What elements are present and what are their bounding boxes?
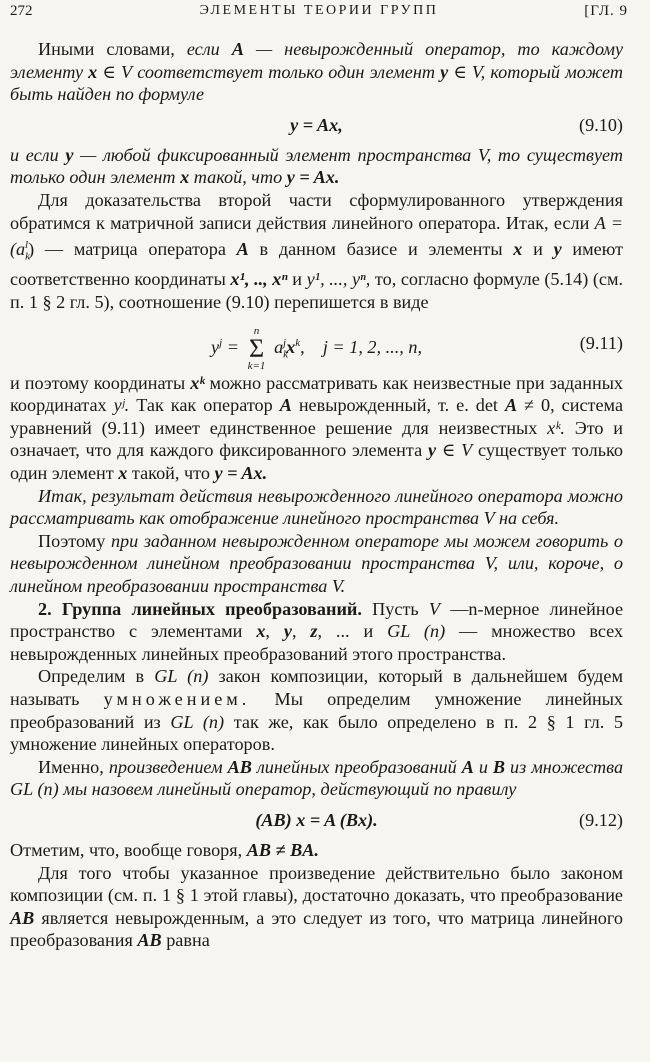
equation-9-11-number: (9.11) bbox=[579, 332, 623, 353]
equation-9-11 bbox=[10, 314, 623, 372]
page-number: 272 bbox=[10, 3, 33, 19]
paragraph-4: и поэтому координаты xᵏ можно рассматривать как неизвестные при заданных координатах yʲ. Так как оператор A невырожденный, т. е. det A ≠ 0, система уравнений (9.11) имеет единственное решение для неизвестных xᵏ. Это и означает, что для каждого фиксированного элемента y ∈ V существует только один элемент x такой, что y = Ax. bbox=[10, 372, 624, 484]
equation-9-12-expression: (AB) x = A (Bx). bbox=[255, 809, 378, 830]
paragraph-8: Определим в GL (n) закон композиции, который в дальнейшем будем называть умножением. Мы определим умножение линейных преобразований из GL (n) так же, как было определено в п. 2 § 1 гл. 5 умножение линейных операторов. bbox=[10, 666, 624, 755]
running-header bbox=[10, 3, 628, 25]
chapter-marker: [ГЛ. 9 bbox=[584, 3, 628, 19]
paragraph-9: Именно, произведением AB линейных преобразований A и B из множества GL (n) мы назовем линейный оператор, действующий по правилу bbox=[10, 756, 624, 800]
equation-9-10 bbox=[10, 106, 623, 144]
paragraph-3: Для доказательства второй части сформулированного утверждения обратимся к матричной записи действия линейного оператора. Итак, если $A = (a_k^l)$ — матрица оператора A в данном базисе и элементы x и y имеют соответственно координаты x¹, .., xⁿ и y¹, ..., yⁿ, то, согласно формуле (5.14) (см. п. 1 § 2 гл. 5), соотношение (9.10) перепишется в виде bbox=[10, 189, 624, 313]
equation-9-11-range: j = 1, 2, ..., n, bbox=[322, 336, 422, 357]
section-2-heading: 2. Группа линейных преобразований. bbox=[38, 598, 362, 619]
equation-9-12 bbox=[10, 801, 623, 839]
equation-9-12-number: (9.12) bbox=[579, 809, 623, 830]
paragraph-2: и если y — любой фиксированный элемент пространства V, то существует только один элемент x такой, что y = Ax. bbox=[10, 144, 623, 188]
equation-9-10-expression: y = Ax, bbox=[290, 114, 343, 135]
running-title: ЭЛЕМЕНТЫ ТЕОРИИ ГРУПП bbox=[199, 3, 439, 18]
paragraph-5: Итак, результат действия невырожденного линейного оператора можно рассматривать как отображение линейного пространства V на себя. bbox=[10, 485, 623, 529]
paragraph-10: Отметим, что, вообще говоря, AB ≠ BA. bbox=[10, 839, 319, 860]
summation-sign: n Σ k=1 bbox=[247, 324, 266, 372]
paragraph-1: Иными словами, если A — невырожденный оператор, то каждому элементу x ∈ V соответствует только один элемент y ∈ V, который может быть найден по формуле bbox=[10, 39, 624, 105]
equation-9-11-expression: $y^j$ = n Σ k=1 $a_k^jx^k$, j = 1, 2, ..., n, bbox=[211, 324, 422, 372]
page-body bbox=[10, 38, 623, 952]
paragraph-11: Для того чтобы указанное произведение действительно было законом композиции (см. п. 1 § 1 этой главы), достаточно доказать, что преобразование AB является невырожденным, а это следует из того, что матрица линейного преобразования AB равна bbox=[10, 862, 623, 951]
equation-9-10-number: (9.10) bbox=[579, 114, 623, 135]
paragraph-6: Поэтому при заданном невырожденном операторе мы можем говорить о невырожденном линейном преобразовании пространства V, или, короче, о линейном преобразовании пространства V. bbox=[10, 530, 624, 596]
section-2-paragraph: 2. Группа линейных преобразований. Пусть V —n-мерное линейное пространство с элементами x, y, z, ... и GL (n) — множество всех невырожденных линейных преобразований этого пространства. bbox=[10, 598, 624, 664]
